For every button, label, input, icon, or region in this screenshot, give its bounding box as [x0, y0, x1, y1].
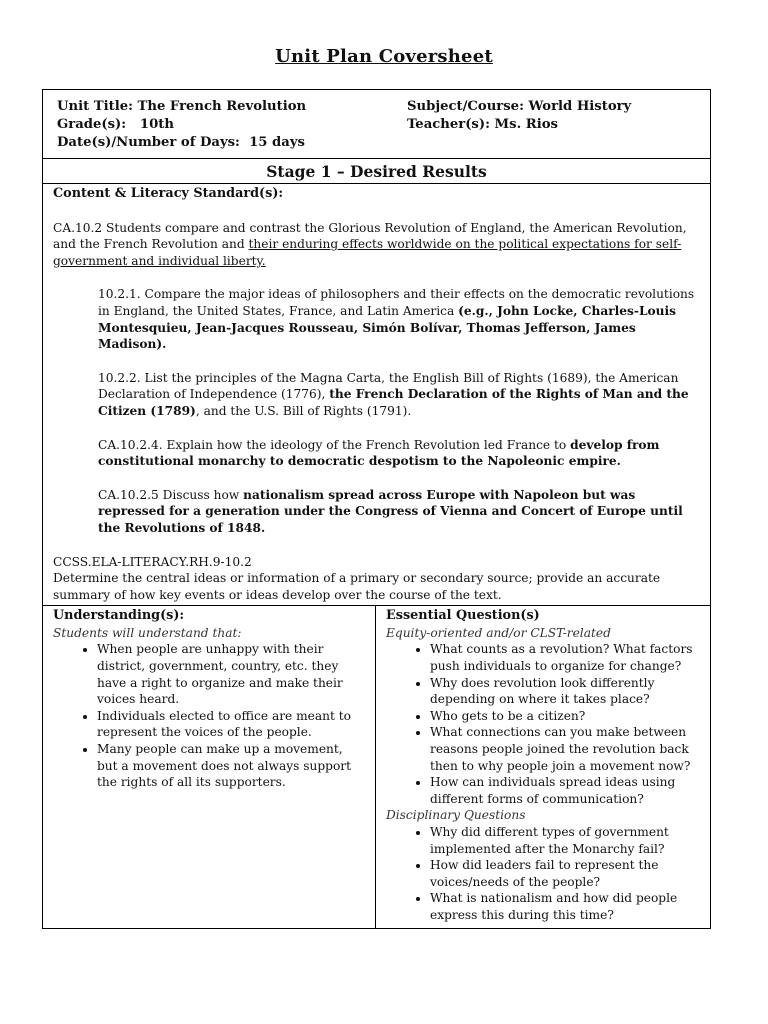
- standard-10-2-2-bold: the French Declaration of the Rights of Man and the Citizen (1789): [98, 387, 689, 418]
- standard-ca-10-2-text: CA.10.2 Students compare and contrast the Glorious Revolution of England, the American Revolution, and the French Revolution and: [53, 220, 687, 252]
- list-item: • Why does revolution look differently depending on where it takes place?: [430, 675, 702, 708]
- coversheet-table: [42, 89, 711, 929]
- disciplinary-questions-list: [386, 824, 702, 924]
- disciplinary-subheading: Disciplinary Questions: [386, 808, 526, 823]
- understandings-questions-row: [43, 606, 710, 927]
- unit-title: Unit Title: The French Revolution: [57, 99, 307, 114]
- standard-10-2-2-text: 10.2.2. List the principles of the Magna Carta, the English Bill of Rights (1689), the American Declaration of Independence (1776),: [98, 370, 679, 402]
- standards-section: [43, 184, 710, 606]
- equity-questions-list: [386, 641, 702, 807]
- stage-title: Stage 1 – Desired Results: [43, 159, 710, 184]
- standard-10-2-2-text-end: , and the U.S. Bill of Rights (1791).: [195, 403, 412, 418]
- list-item: • Many people can make up a movement, but a movement does not always support the rights of all its supporters.: [97, 741, 367, 791]
- understandings-cell: [43, 606, 376, 927]
- teacher: Teacher(s): Ms. Rios: [407, 117, 558, 132]
- list-item: • How did leaders fail to represent the voices/needs of the people?: [430, 857, 702, 890]
- standard-10-2-2: [53, 370, 700, 420]
- standard-10-2-1: [53, 286, 700, 352]
- equity-subheading: Equity-oriented and/or CLST-related: [386, 625, 611, 640]
- essential-questions-heading: Essential Question(s): [386, 608, 540, 624]
- list-item: • How can individuals spread ideas using different forms of communication?: [430, 774, 702, 807]
- standard-ca-10-2-5: [53, 487, 700, 537]
- standard-ca-10-2-4: [53, 437, 700, 470]
- standard-ca-10-2-4-bold: develop from constitutional monarchy to democratic despotism to the Napoleonic empire.: [98, 437, 660, 469]
- list-item: • What counts as a revolution? What factors push individuals to organize for change?: [430, 641, 702, 674]
- page-title: Unit Plan Coversheet: [275, 46, 493, 67]
- standard-10-2-1-bold: (e.g., John Locke, Charles-Louis Montesquieu, Jean-Jacques Rousseau, Simón Bolívar, Thomas Jefferson, James Madison).: [98, 303, 677, 352]
- understandings-list: [53, 641, 367, 790]
- ccss-code: CCSS.ELA-LITERACY.RH.9-10.2: [53, 554, 252, 569]
- standard-ca-10-2-4-text: CA.10.2.4. Explain how the ideology of the French Revolution led France to: [98, 437, 571, 452]
- understandings-heading: Understanding(s):: [53, 608, 185, 624]
- standard-ca-10-2-underlined: their enduring effects worldwide on the political expectations for self-government and individual liberty.: [53, 237, 682, 268]
- unit-info-left: [57, 98, 407, 152]
- unit-info-header: [43, 90, 710, 159]
- list-item: • When people are unhappy with their district, government, country, etc. they have a right to organize and make their voices heard.: [97, 641, 367, 707]
- standards-heading: Content & Literacy Standard(s):: [53, 186, 284, 201]
- list-item: • Who gets to be a citizen?: [430, 708, 702, 725]
- standard-ca-10-2: [53, 220, 700, 270]
- standard-10-2-1-text: 10.2.1. Compare the major ideas of philosophers and their effects on the democratic revolutions in England, the United States, France, and Latin America: [98, 287, 695, 318]
- ccss-text: Determine the central ideas or information of a primary or secondary source; provide an accurate summary of how key events or ideas develop over the course of the text.: [53, 571, 661, 602]
- list-item: • Individuals elected to office are meant to represent the voices of the people.: [97, 708, 367, 741]
- dates: Date(s)/Number of Days: 15 days: [57, 135, 305, 150]
- list-item: • What connections can you make between reasons people joined the revolution back then to why people join a movement now?: [430, 724, 702, 774]
- understandings-subheading: Students will understand that:: [53, 625, 242, 640]
- list-item: • Why did different types of government implemented after the Monarchy fail?: [430, 824, 702, 857]
- standard-ca-10-2-5-text: CA.10.2.5 Discuss how: [98, 487, 244, 502]
- subject-course: Subject/Course: World History: [407, 99, 632, 114]
- unit-info-right: [407, 98, 696, 152]
- standard-ca-10-2-5-bold: nationalism spread across Europe with Napoleon but was repressed for a generation under the Congress of Vienna and Concert of Europe until the Revolutions of 1848.: [98, 487, 683, 535]
- essential-questions-cell: [376, 606, 710, 927]
- grades: Grade(s): 10th: [57, 117, 174, 132]
- list-item: • What is nationalism and how did people express this during this time?: [430, 890, 702, 923]
